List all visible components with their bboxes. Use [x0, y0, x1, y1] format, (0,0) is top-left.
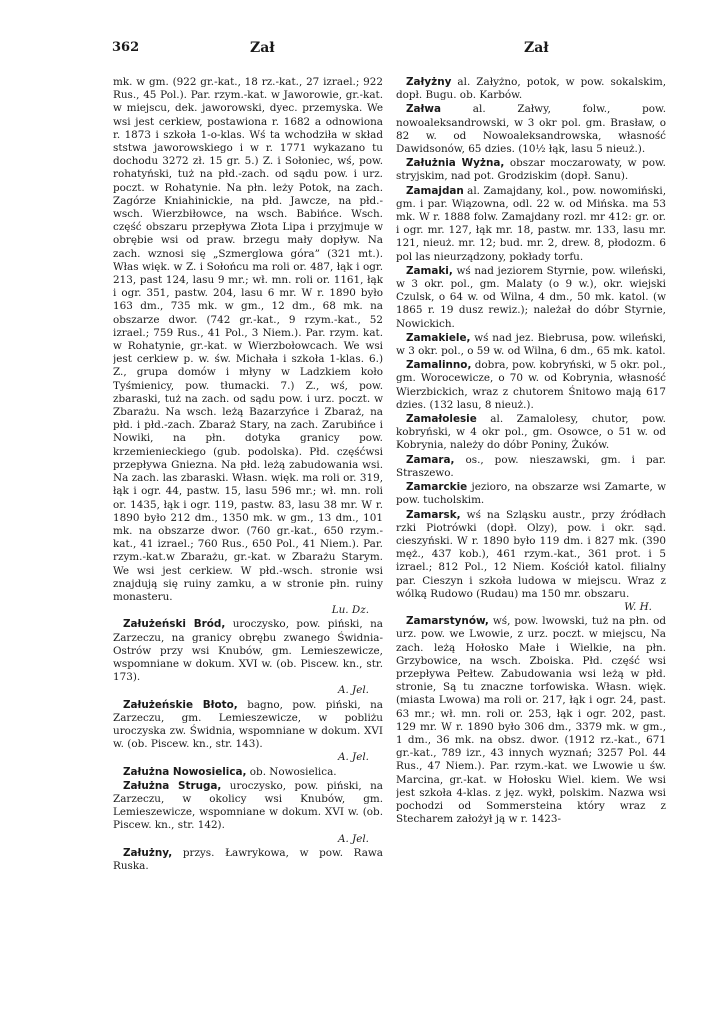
dictionary-entry: [396, 185, 666, 264]
entry-text: wś nad jeziorem Styrnie, pow. wileński, w 3 okr. pol., gm. Malaty (o 9 w.), okr. wiejski Czulsk, o 64 w. od Wilna, 4 dm., 50 mk. katol. (w 1865 r. 19 dusz rewiz.); należał do dóbr Styrnie, Nowickich.: [396, 264, 666, 330]
entry-headword: Zamalinno,: [406, 359, 472, 372]
entry-signature: A. Jel.: [337, 751, 369, 764]
entry-text: przys. Ławrykowa, w pow. Rawa Ruska.: [113, 846, 383, 872]
entry-headword: Zamara,: [406, 453, 455, 466]
entry-headword: Zamarckie: [406, 481, 468, 494]
page-number: 362: [112, 40, 140, 55]
dictionary-entry: [396, 413, 666, 453]
left-column: [113, 76, 383, 976]
entry-text: wś nad jez. Biebrusa, pow. wileński, w 3 okr. pol., o 59 w. od Wilna, 6 dm., 65 mk. katol.: [396, 331, 666, 358]
entry-text: bagno, pow. piński, na Zarzeczu, gm. Lemieszewicze, w pobliżu uroczyska zw. Świdnia, wspomniane w dokum. XVI w. (ob. Piscew. kn., str. 143).: [113, 698, 383, 751]
entry-signature: A. Jel.: [337, 684, 369, 697]
entry-headword: Zamaki,: [406, 264, 453, 277]
dictionary-entry: [396, 509, 666, 615]
entry-text: al. Załwy, folw., pow. nowoaleksandrowski, w 3 okr pol. gm. Brasław, o 82 w. od Nowoaleksandrowska, własność Dawidsonów, 65 dzies. (10½ łąk, lasu 5 nieuż.).: [396, 103, 666, 156]
entry-text: al. Zamajdany, kol., pow. nowomiński, gm. i par. Wiązowna, odl. 22 w. od Mińska. ma 53 mk. W r. 1888 folw. Zamajdany rozl. mr 412: gr. or. i ogr. mr. 127, łąk mr. 18, pastw. mr. 133, lasu mr. 121, nieuż. mr. 12; bud. mr. 2, drew. 8, płodozm. 6 pol las nieurządzony, pokłady torfu.: [396, 184, 666, 263]
dictionary-entry: [113, 618, 383, 697]
dictionary-entry: [396, 359, 666, 412]
dictionary-entry: [113, 847, 383, 873]
entry-headword: Zamarstynów,: [406, 615, 489, 628]
entry-text: obszar moczarowaty, w pow. stryjskim, nad pot. Grodziskim (dopł. Sanu).: [396, 157, 666, 183]
entry-headword: Załużny,: [123, 846, 173, 859]
dictionary-entry: [396, 481, 666, 507]
right-column: [396, 76, 666, 976]
entry-headword: Zamałolesie: [406, 413, 477, 426]
entry-headword: Zamarsk,: [406, 508, 461, 521]
entry-headword: Zamakiele,: [406, 331, 471, 344]
entry-headword: Zamajdan: [406, 184, 464, 197]
dictionary-entry: [396, 157, 666, 183]
page-header: [112, 40, 662, 62]
left-running-head: Zał: [250, 40, 275, 56]
dictionary-entry: [113, 780, 383, 846]
entry-text: mk. w gm. (922 gr.-kat., 18 rz.-kat., 27 izrael.; 922 Rus., 45 Pol.). Par. rzym.-kat. w Jaworowie, gr.-kat. w miejscu, dek. jaworowski, dyec. przemyska. We wsi jest cerkiew, postawiona r. 1682 a odnowiona r. 1873 i szkoła 1-o-klas. Wś ta wchodziła w skład ststwa jaworowskiego i w r. 1771 wykazano tu dochodu 3272 zł. 15 gr. 5.) Z. i Sołoniec, wś, pow. rohatyński, tuż na płd.-zach. od sądu pow. i urz. poczt. w Rohatynie. Na płn. leży Potok, na zach. Zagórze Kniahinickie, na płd. Jawcze, na płd.-wsch. Wierzbiłowce, na wsch. Babińce. Wsch. część obszaru przepływa Złota Lipa i przyjmuje w obrębie wsi od praw. brzegu mały dopływ. Na zach. wznosi się „Szmerglowa góra” (321 mt.). Włas więk. w Z. i Sołońcu ma roli or. 487, łąk i ogr. 213, past 124, lasu 9 mr.; wł. mn. roli or. 1161, łąk i ogr. 351, pastw. 204, lasu 6 mr. W r. 1890 było 163 dm., 735 mk. w gm., 12 dm., 68 mk. na obszarze dwor. (742 gr.-kat., 9 rzym.-kat., 52 izrael.; 759 Rus., 41 Pol., 3 Niem.). Par. rzym. kat. w Rohatynie, gr.-kat. w Wierzbołowcach. We wsi jest cerkiew p. w. św. Michała i szkoła 1-klas. 6.) Z., grupa domów i młyny w Ladzkiem koło Tyśmienicy, pow. tłumacki. 7.) Z., wś, pow. zbaraski, tuż na zach. od sądu pow. i urz. poczt. w Zbarażu. Na wsch. leżą Bazarzyńce i Zbaraż, na płd. i płd.-zach. Zbaraż Stary, na zach. Zarubińce i Nowiki, na płn. dotyka granicy pow. krzemienieckiego (gub. podolska). Płd. częśćwsi przepływa Gniezna. Na płd. leżą zabudowania wsi. Na zach. las zbaraski. Własn. więk. ma roli or. 319, łąk i ogr. 44, pastw. 15, lasu 596 mr.; wł. mn. roli or. 1435, łąk i ogr. 119, pastw. 83, lasu 38 mr. W r. 1890 było 212 dm., 1350 mk. w gm., 13 dm., 101 mk. na obszarze dwor. (760 gr.-kat., 650 rzym.-kat., 41 izrael.; 760 Rus., 650 Pol., 41 Niem.). Par. rzym.-kat.w Zbarażu, gr.-kat. w Zbarażu Starym. We wsi jest cerkiew. W płd.-wsch. stronie wsi znajdują się ruiny zamku, a w stronie płn. ruiny monasteru.: [113, 76, 383, 603]
dictionary-entry: [396, 103, 666, 156]
right-running-head: Zał: [524, 40, 549, 56]
entry-text: dobra, pow. kobryński, w 5 okr. pol., gm. Worocewicze, o 70 w. od Kobrynia, własność Wierzbickich, wraz z chutorem Śnitowo mają 617 dzies. (132 lasu, 8 nieuż.).: [396, 359, 666, 411]
entry-signature: W. H.: [624, 600, 652, 613]
entry-text: al. Załyżno, potok, w pow. sokalskim, dopł. Bugu. ob. Karbów.: [396, 76, 666, 102]
entry-headword: Załużeński Bród,: [123, 618, 226, 631]
entry-text: al. Zamalolesy, chutor, pow. kobryński, w 4 okr pol., gm. Osowce, o 51 w. od Kobrynia, należy do dóbr Poniny, Żuków.: [396, 413, 666, 452]
dictionary-entry: [113, 766, 383, 779]
dictionary-entry: [396, 454, 666, 480]
entry-text: wś na Szląsku austr., przy źródłach rzki Piotrówki (dopł. Olzy), pow. i okr. sąd. cieszyński. W r. 1890 było 119 dm. i 827 mk. (390 męż., 437 kob.), 461 rzym.-kat., 361 prot. i 5 izrael.; 812 Pol., 12 Niem. Kościół katol. filialny par. Cieszyn i szkoła ludowa w miejscu. Wraz z wólką Rudowo (Rudau) ma 150 mr. obszaru.: [396, 508, 666, 600]
entry-headword: Załużna Nowosielica,: [123, 765, 247, 778]
entry-headword: Załużnia Wyżna,: [406, 157, 505, 170]
entry-text: jezioro, na obszarze wsi Zamarte, w pow. tucholskim.: [396, 481, 666, 507]
entry-text: os., pow. nieszawski, gm. i par. Straszewo.: [396, 453, 666, 479]
entry-text: ob. Nowosielica.: [246, 765, 337, 778]
entry-text: wś, pow. lwowski, tuż na płn. od urz. pow. we Lwowie, z urz. poczt. w miejscu, Na zach. leżą Hołosko Małe i Wielkie, na płn. Grzybowice, na wsch. Zboiska. Płd. część wsi przepływa Pełtew. Zabudowania wsi leżą w płd. stronie, Są tu znaczne torfowiska. Własn. więk. (miasta Lwowa) ma roli or. 217, łąk i ogr. 24, past. 63 mr.; wł. mn. roli or. 253, łąk i ogr. 202, past. 129 mr. W r. 1890 było 306 dm., 3379 mk. w gm., 1 dm., 36 mk. na obsz. dwor. (1912 rz.-kat., 671 gr.-kat., 789 izr., 43 innych wyznań; 3257 Pol. 44 Rus., 47 Niem.). Par. rzym.-kat. we Lwowie u św. Marcina, gr.-kat. w Hołosku Wiel. kiem. We wsi jest szkoła 4-klas. z jęz. wykł, polskim. Nazwa wsi pochodzi od Sommersteina który wraz z Stecharem założył ją w r. 1423-: [396, 615, 666, 826]
entry-signature: Lu. Dz.: [331, 604, 369, 617]
entry-headword: Załużna Struga,: [123, 779, 222, 792]
dictionary-entry: [396, 332, 666, 358]
dictionary-entry: [396, 615, 666, 826]
entry-headword: Załużeńskie Błoto,: [123, 698, 238, 711]
entry-text: uroczysko, pow. piński, na Zarzeczu, na granicy obrębu zwanego Świdnia-Ostrów przy wsi Knubów, gm. Lemieszewicze, wspomniane w dokum. XVI w. (ob. Piscew. kn., str. 173).: [113, 618, 383, 684]
dictionary-entry: [396, 265, 666, 331]
entry-headword: Załyżny: [406, 76, 452, 88]
entry-headword: Załwa: [406, 103, 442, 116]
dictionary-entry: [113, 76, 383, 617]
dictionary-entry: [396, 76, 666, 102]
dictionary-entry: [113, 699, 383, 765]
entry-text: uroczysko, pow. piński, na Zarzeczu, w okolicy wsi Knubów, gm. Lemieszewicze, wspomniane w dokum. XVI w. (ob. Piscew. kn., str. 142).: [113, 779, 383, 832]
entry-signature: A. Jel.: [337, 832, 369, 845]
